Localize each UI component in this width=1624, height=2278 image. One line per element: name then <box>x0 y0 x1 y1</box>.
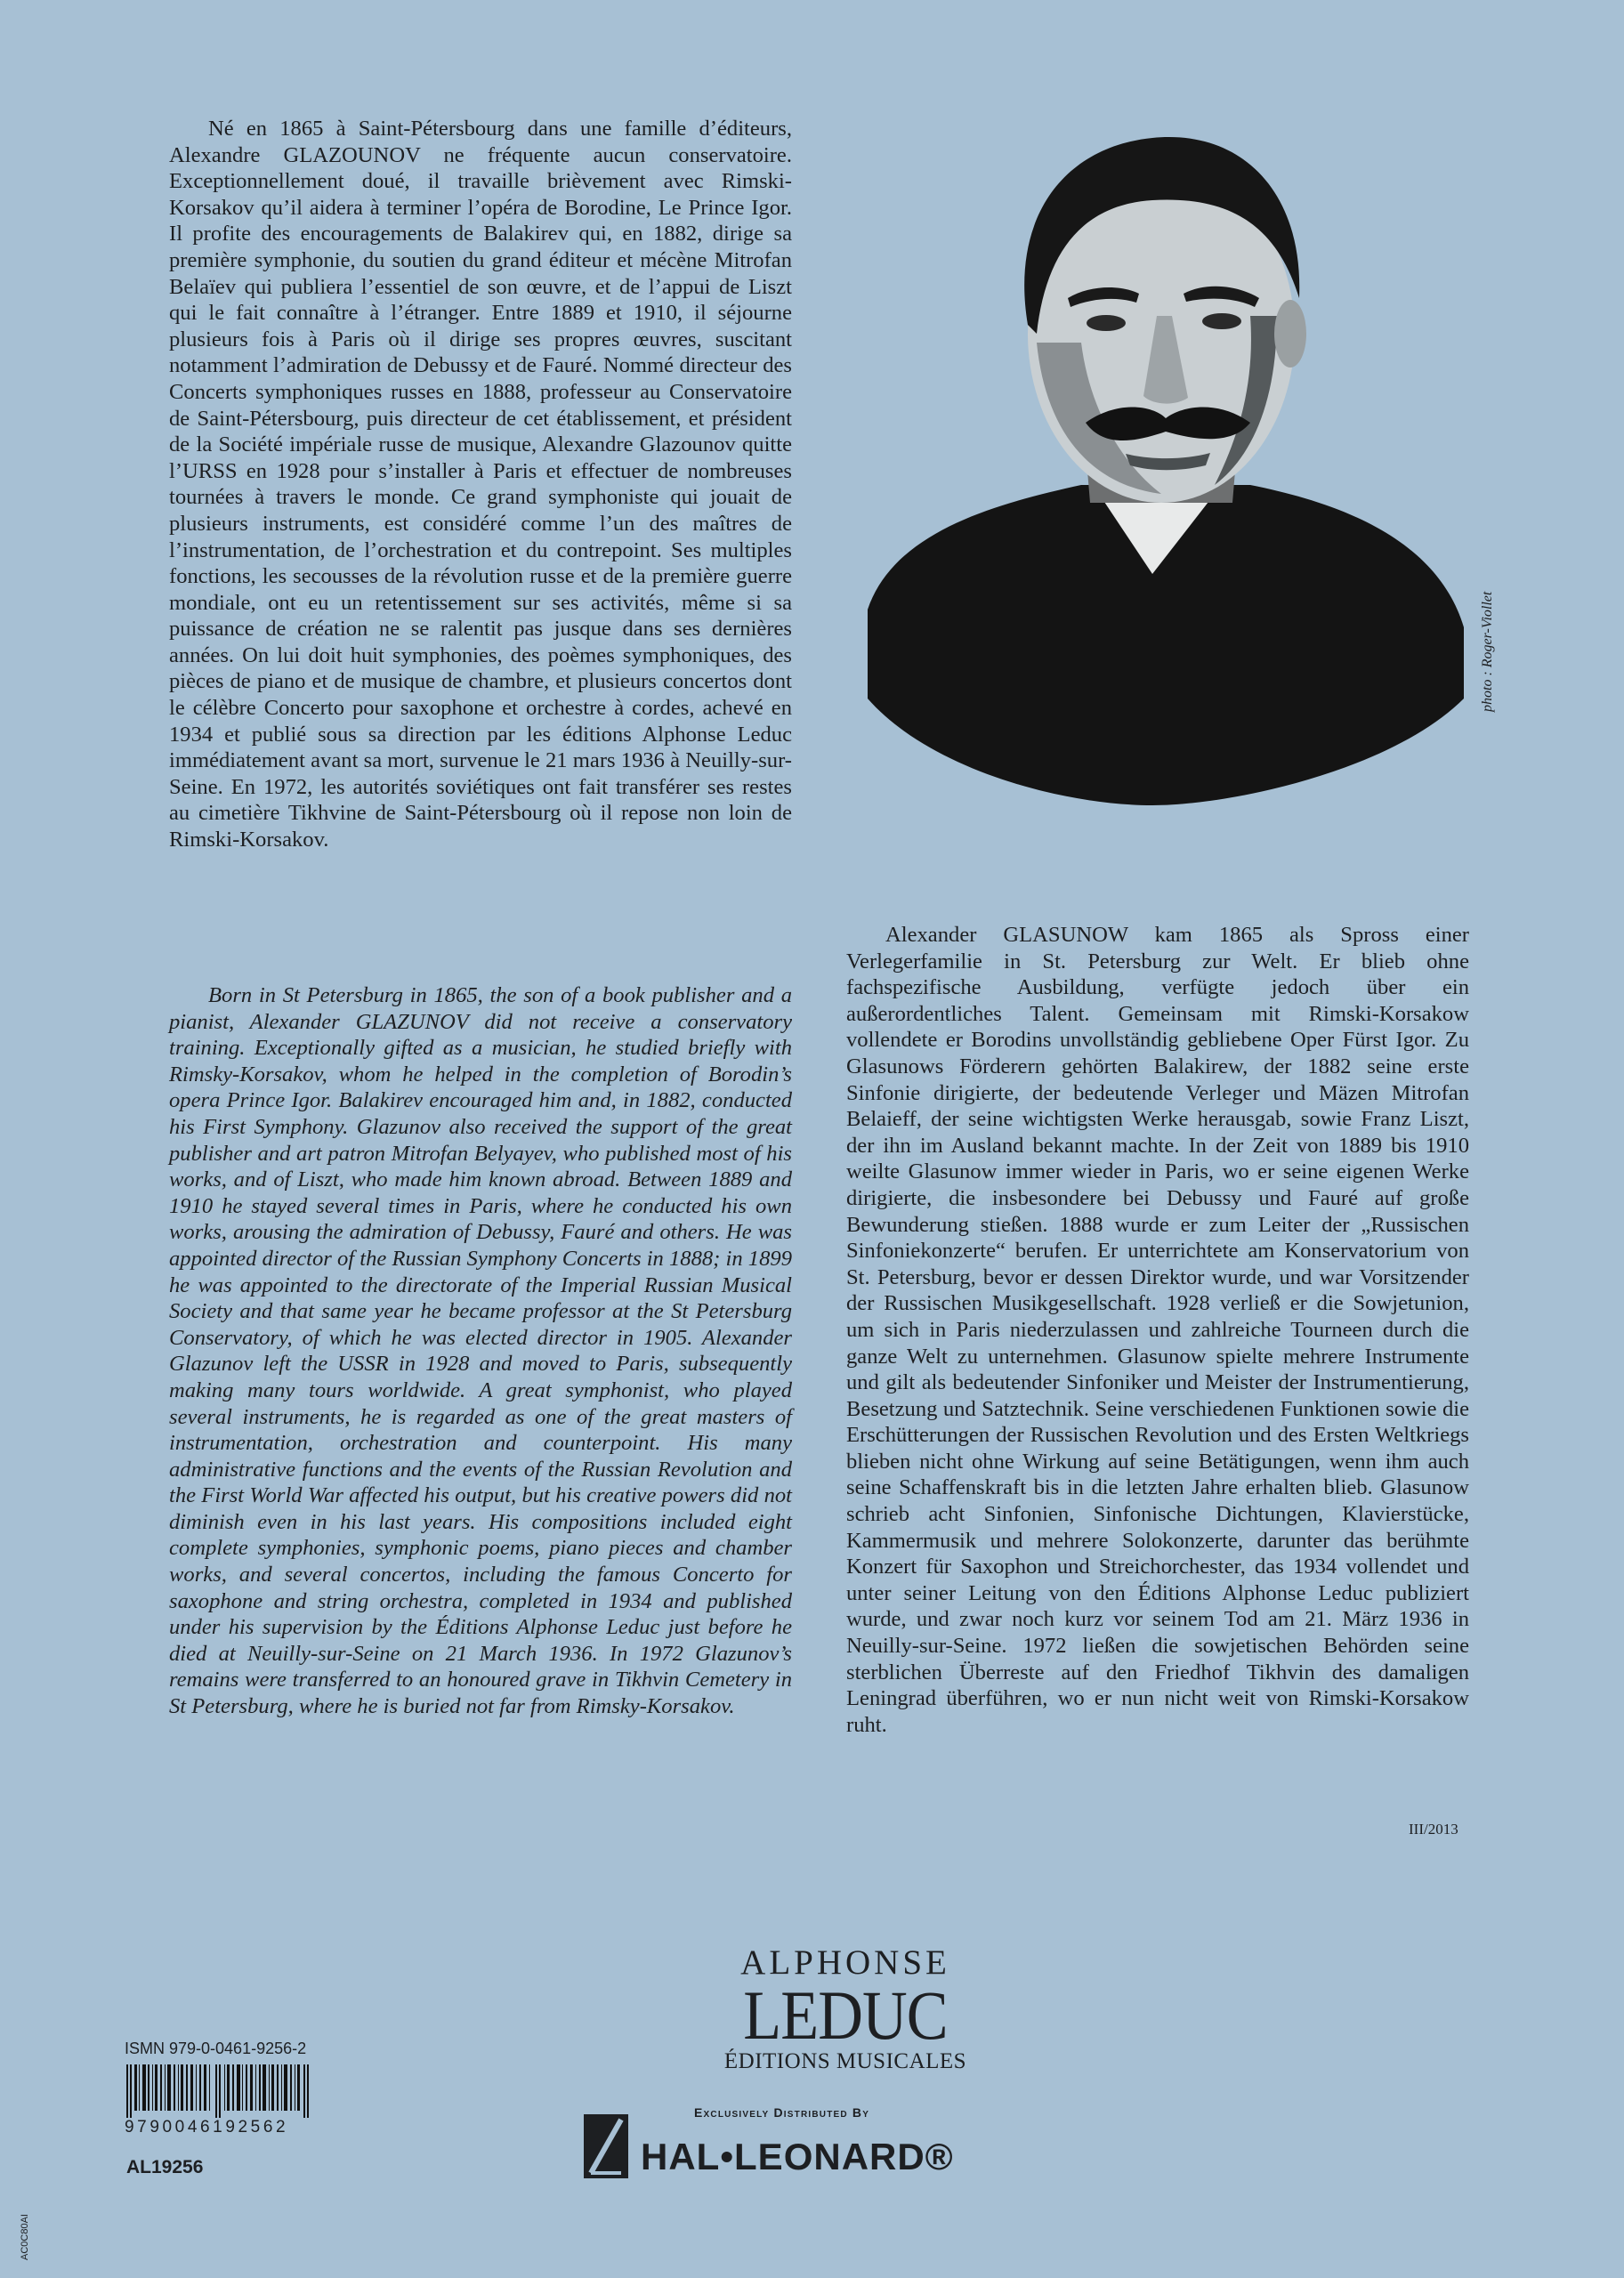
side-code: AC0C80AI <box>20 2214 30 2260</box>
hal-leonard-wordmark: HAL•LEONARD® <box>641 2136 954 2177</box>
publisher-line-editions: ÉDITIONS MUSICALES <box>723 2049 967 2073</box>
catalog-number: AL19256 <box>126 2157 204 2177</box>
composer-portrait <box>859 111 1468 805</box>
photo-credit: photo : Roger-Viollet <box>1480 591 1495 712</box>
english-biography-text: Born in St Petersburg in 1865, the son of a book publisher and a pianist, Alexander GLAZUNOV did not receive a conservatory training. Exceptionally gifted as a musician, he studied briefly with Rimsky-Korsakov, whom he helped in the completion of Borodin’s opera Prince Igor. Balakirev encouraged him and, in 1882, conducted his First Symphony. Glazunov also received the support of the great publisher and art patron Mitrofan Belyayev, who published most of his works, and of Liszt, who made him known abroad. Between 1889 and 1910 he stayed several times in Paris, where he conducted his own works, arousing the admiration of Debussy, Fauré and others. He was appointed director of the Russian Symphony Concerts in 1888; in 1899 he was appointed to the directorate of the Imperial Russian Musical Society and that same year he became professor at the St Petersburg Conservatory, of which he was elected director in 1905. Alexander Glazunov left the USSR in 1928 and moved to Paris, subsequently making many tours worldwide. A great symphonist, who played several instruments, he is regarded as one of the great masters of instrumentation, orchestration and counterpoint. His many administrative functions and the events of the Russian Revolution and the First World War affected his output, but his creative powers did not diminish even in his last years. His compositions included eight complete symphonies, symphonic poems, piano pieces and chamber works, and several concertos, including the famous Concerto for saxophone and string orchestra, completed in 1934 and published under his supervision by the Éditions Alphonse Leduc just before he died at Neuilly-sur-Seine on 21 March 1936. In 1972 Glazunov’s remains were transferred to an honoured grave in Tikhvin Cemetery in St Petersburg, where he is buried not far from Rimsky-Korsakov. <box>169 983 792 1719</box>
ismn-number: ISMN 979-0-0461-9256-2 <box>125 2040 307 2057</box>
french-biography <box>169 116 792 853</box>
french-biography-text: Né en 1865 à Saint-Pétersbourg dans une famille d’éditeurs, Alexandre GLAZOUNOV ne fréquente aucun conservatoire. Exceptionnellement doué, il travaille brièvement avec Rimski-Korsakov qu’il aidera à terminer l’opéra de Borodine, Le Prince Igor. Il profite des encouragements de Balakirev qui, en 1882, dirige sa première symphonie, du soutien du grand éditeur et mécène Mitrofan Belaïev qui publiera l’essentiel de son œuvre, et de l’appui de Liszt qui le fait connaître à l’étranger. Entre 1889 et 1910, il séjourne plusieurs fois à Paris où il dirige ses propres œuvres, suscitant notamment l’admiration de Debussy et de Fauré. Nommé directeur des Concerts symphoniques russes en 1888, professeur au Conservatoire de Saint-Pétersbourg, puis directeur de cet établissement, et président de la Société impériale russe de musique, Alexandre Glazounov quitte l’URSS en 1928 pour s’installer à Paris et effectuer de nombreuses tournées à travers le monde. Ce grand symphoniste qui jouait de plusieurs instruments, est considéré comme l’un des maîtres de l’instrumentation, de l’orchestration et du contrepoint. Ses multiples fonctions, les secousses de la révolution russe et de la première guerre mondiale, ont eu un retentissement sur ses activités, même si sa puissance de création ne se ralentit pas jusque dans ses dernières années. On lui doit huit symphonies, des poèmes symphoniques, des pièces de piano et de musique de chambre, et plusieurs concertos dont le célèbre Concerto pour saxophone et orchestre à cordes, achevé en 1934 et publié sous sa direction par les éditions Alphonse Leduc immédiatement avant sa mort, survenue le 21 mars 1936 à Neuilly-sur-Seine. En 1972, les autorités soviétiques ont fait transférer ses restes au cimetière Tikhvine de Saint-Pétersbourg où il repose non loin de Rimski-Korsakov. <box>169 117 792 852</box>
hal-leonard-logo-icon <box>584 2114 628 2178</box>
barcode-digits: 9790046192562 <box>125 2118 289 2137</box>
publisher-line-alphonse: ALPHONSE <box>740 1943 950 1982</box>
german-biography <box>846 922 1469 1738</box>
german-biography-text: Alexander GLASUNOW kam 1865 als Spross einer Verlegerfamilie in St. Petersburg zur Welt. Er blieb ohne fachspezifische Ausbildung, verfügte jedoch über ein außerordentliches Talent. Gemeinsam mit Rimski-Korsakow vollendete er Borodins unvollständig gebliebene Oper Fürst Igor. Zu Glasunows Förderern gehörten Balakirew, der 1882 seine erste Sinfonie dirigierte, der bedeutende Verleger und Mäzen Mitrofan Belaieff, der seine wichtigsten Werke herausgab, sowie Franz Liszt, der ihn im Ausland bekannt machte. In der Zeit von 1889 bis 1910 weilte Glasunow immer wieder in Paris, wo er seine eigenen Werke dirigierte, die insbesondere bei Debussy und Fauré auf große Bewunderung stießen. 1888 wurde er zum Leiter der „Russischen Sinfoniekonzerte“ berufen. Er unterrichtete am Konservatorium von St. Petersburg, bevor er dessen Direktor wurde, und war Vorsitzender der Russischen Musikgesellschaft. 1928 verließ er die Sowjetunion, um sich in Paris niederzulassen und zahlreiche Tourneen durch die ganze Welt zu unternehmen. Glasunow spielte mehrere Instrumente und gilt als bedeutender Sinfoniker und Meister der Instrumentierung, Besetzung und Satztechnik. Seine verschiedenen Funktionen sowie die Erschütterungen der Russischen Revolution und des Ersten Weltkriegs blieben nicht ohne Wirkung auf seine Betätigungen, wenn ihm auch seine Schaffenskraft bis in die letzten Jahre erhalten blieb. Glasunow schrieb acht Sinfonien, Sinfonische Dichtungen, Klavierstücke, Kammermusik und mehrere Solokonzerte, darunter das berühmte Konzert für Saxophon und Streichorchester, das 1934 vollendet und unter seiner Leitung von den Éditions Alphonse Leduc publiziert wurde, und zwar noch kurz vor seinem Tod am 21. März 1936 in Neuilly-sur-Seine. 1972 ließen die sowjetischen Behörden seine sterblichen Überreste auf den Friedhof Tikhvin des damaligen Leningrad überführen, wo er nun nicht weit von Rimski-Korsakow ruht. <box>846 923 1469 1737</box>
english-biography <box>169 982 792 1720</box>
date-code: III/2013 <box>1409 1821 1458 1838</box>
publisher-logo <box>685 1944 1006 2074</box>
barcode <box>125 2064 311 2118</box>
distribution-label: Exclusively Distributed By <box>694 2105 870 2120</box>
publisher-line-leduc: LEDUC <box>743 1976 948 2054</box>
